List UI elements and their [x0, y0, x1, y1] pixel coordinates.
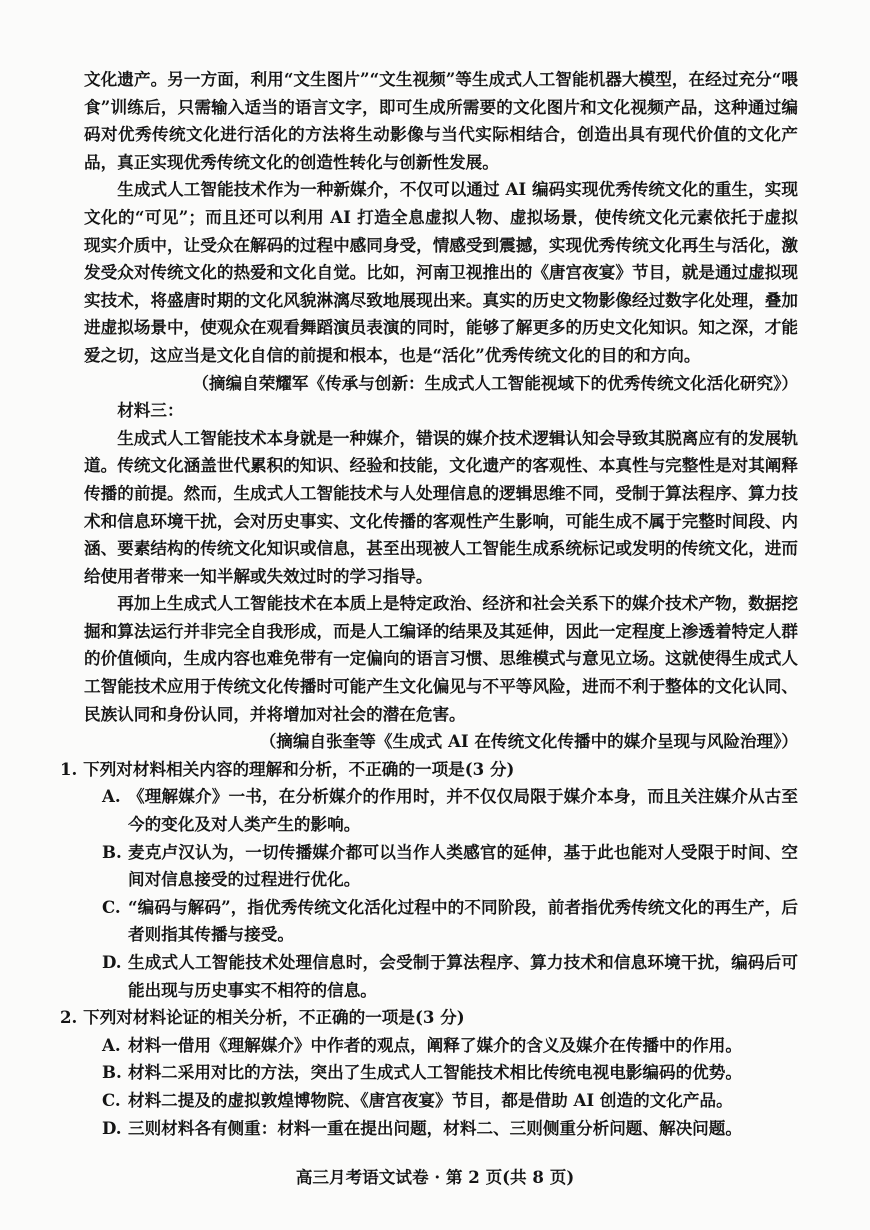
option-a[interactable]: [84, 1032, 798, 1060]
page-footer: 高三月考语文试卷 · 第 2 页(共 8 页): [295, 1167, 575, 1187]
option-c[interactable]: [84, 894, 798, 949]
option-text: 材料二采用对比的方法，突出了生成式人工智能技术相比传统电视电影编码的优势。: [128, 1062, 742, 1083]
option-letter: C.: [102, 896, 121, 917]
material2-paragraph: 生成式人工智能技术作为一种新媒介，不仅可以通过 AI 编码实现优秀传统文化的重生，实现文化的“可见”；而且还可以利用 AI 打造全息虚拟人物、虚拟场景，使传统文化元素依托于虚拟现实介质中，让受众在解码的过程中感同身受，情感受到震撼，实现优秀传统文化再生与活化，激发受众对传统文化的热爱和文化自觉。比如，河南卫视推出的《唐宫夜宴》节目，就是通过虚拟现实技术，将盛唐时期的文化风貌淋漓尽致地展现出来。真实的历史文物影像经过数字化处理，叠加进虚拟场景中，使观众在观看舞蹈演员表演的同时，能够了解更多的历史文化知识。知之深，才能爱之切，这应当是文化自信的前提和根本，也是“活化”优秀传统文化的目的和方向。: [84, 179, 798, 365]
question-stem: 2. 下列对材料论证的相关分析，不正确的一项是(3 分): [60, 1007, 465, 1028]
option-text: 三则材料各有侧重：材料一重在提出问题，材料二、三则侧重分析问题、解决问题。: [128, 1117, 742, 1138]
option-letter: B.: [102, 1062, 122, 1083]
option-letter: D.: [102, 1117, 122, 1138]
option-letter: D.: [102, 952, 122, 972]
material2-source: （摘编自荣耀军《传承与创新：生成式人工智能视域下的优秀传统文化活化研究》）: [192, 372, 798, 393]
option-letter: C.: [102, 1089, 121, 1110]
option-text: 《理解媒介》一书，在分析媒介的作用时，并不仅仅局限于媒介本身，而且关注媒介从古至今的变化及对人类产生的影响。: [128, 786, 798, 835]
option-b[interactable]: [84, 1059, 798, 1087]
option-letter: A.: [102, 786, 121, 807]
option-d[interactable]: [84, 949, 798, 1004]
question-1: [60, 756, 798, 1004]
option-text: 材料二提及的虚拟敦煌博物院、《唐宫夜宴》节目，都是借助 AI 创造的文化产品。: [128, 1089, 733, 1110]
option-text: 生成式人工智能技术处理信息时，会受制于算法程序、算力技术和信息环境干扰，编码后可能出现与历史事实不相符的信息。: [128, 952, 798, 1000]
option-letter: A.: [102, 1034, 121, 1055]
material2-paragraph-continued: 文化遗产。另一方面，利用“文生图片”“文生视频”等生成式人工智能机器大模型，在经过充分“喂食”训练后，只需输入适当的语言文字，即可生成所需要的文化图片和文化视频产品，这种通过编码对优秀传统文化进行活化的方法将生动影像与当代实际相结合，创造出具有现代价值的文化产品，真正实现优秀传统文化的创造性转化与创新性发展。: [84, 69, 798, 172]
question-2: [60, 1004, 798, 1142]
page-content: [60, 66, 798, 1142]
option-d[interactable]: [84, 1115, 798, 1143]
option-letter: B.: [102, 841, 122, 862]
material3-heading: 材料三：: [117, 400, 184, 421]
option-text: 材料一借用《理解媒介》中作者的观点，阐释了媒介的含义及媒介在传播中的作用。: [128, 1034, 742, 1055]
option-text: “编码与解码”，指优秀传统文化活化过程中的不同阶段，前者指优秀传统文化的再生产，后者则指其传播与接受。: [128, 896, 798, 945]
question-stem: 1. 下列对材料相关内容的理解和分析，不正确的一项是(3 分): [60, 758, 515, 779]
option-text: 麦克卢汉认为，一切传播媒介都可以当作人类感官的延伸，基于此也能对人受限于时间、空间对信息接受的过程进行优化。: [128, 841, 798, 890]
option-c[interactable]: [84, 1087, 798, 1115]
material3-paragraph-1: 生成式人工智能技术本身就是一种媒介，错误的媒介技术逻辑认知会导致其脱离应有的发展轨道。传统文化涵盖世代累积的知识、经验和技能，文化遗产的客观性、本真性与完整性是对其阐释传播的前提。然而，生成式人工智能技术与人处理信息的逻辑思维不同，受制于算法程序、算力技术和信息环境干扰，会对历史事实、文化传播的客观性产生影响，可能生成不属于完整时间段、内涵、要素结构的传统文化知识或信息，甚至出现被人工智能生成系统标记或发明的传统文化，进而给使用者带来一知半解或失效过时的学习指导。: [84, 427, 798, 586]
option-b[interactable]: [84, 839, 798, 894]
material3-paragraph-2: 再加上生成式人工智能技术在本质上是特定政治、经济和社会关系下的媒介技术产物，数据挖掘和算法运行并非完全自我形成，而是人工编译的结果及其延伸，因此一定程度上渗透着特定人群的价值倾向，生成内容也难免带有一定偏向的语言习惯、思维模式与意见立场。这就使得生成式人工智能技术应用于传统文化传播时可能产生文化偏见与不平等风险，进而不利于整体的文化认同、民族认同和身份认同，并将增加对社会的潜在危害。: [84, 593, 798, 724]
material3-source: （摘编自张奎等《生成式 AI 在传统文化传播中的媒介呈现与风险治理》）: [259, 731, 798, 752]
option-a[interactable]: [84, 783, 798, 838]
